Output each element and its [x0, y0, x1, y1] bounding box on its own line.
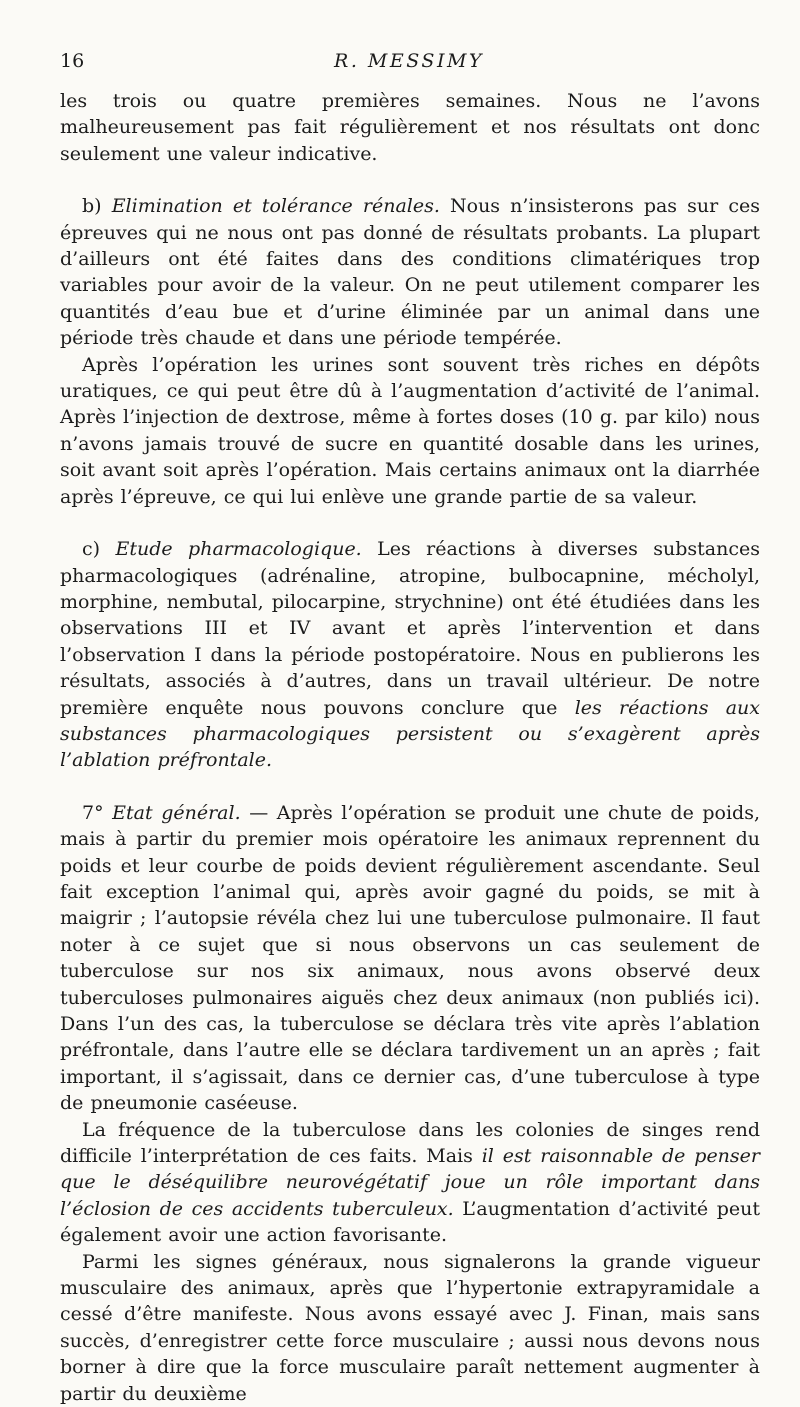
section-title: Etude pharmacologique.: [115, 538, 362, 561]
page-number: 16: [60, 50, 85, 72]
paragraph-etude-pharmacologique: [60, 536, 760, 774]
paragraph-signes-generaux: Parmi les signes généraux, nous signalerons la grande vigueur musculaire des animaux, après que l’hypertonie extrapyramidale a cessé d’être manifeste. Nous avons essayé avec J. Finan, mais sans succès, d’enregistrer cette force musculaire ; aussi nous devons nous borner à dire que la force musculaire paraît nettement augmenter à partir du deuxième: [60, 1250, 760, 1405]
emphasis-text: les réactions aux substances pharmacologiques persistent ou s’exagèrent après l’ablation préfrontale.: [60, 696, 761, 772]
paragraph-text: Nous n’insisterons pas sur ces épreuves qui ne nous ont pas donné de résultats probants. La plupart d’ailleurs ont été faites dans des conditions climatériques trop variables pour avoir de la valeur. On ne peut utilement comparer les quantités d’eau bue et d’urine éliminée par un animal dans une période très chaude et dans une période tempérée.: [60, 195, 760, 350]
section-label: 7°: [82, 801, 104, 824]
section-title: Elimination et tolérance rénales.: [111, 195, 440, 218]
paragraph-text: Les réactions à diverses substances pharmacologiques (adrénaline, atropine, bulbocapnine, mécholyl, morphine, nembutal, pilocarpine, strychnine) ont été étudiées dans les observations III et IV avant et après l’intervention et dans l’observation I dans la période postopératoire. Nous en publierons les résultats, associés à d’autres, dans un travail ultérieur. De notre première enquête nous pouvons conclure que: [60, 538, 760, 719]
paragraph-text: L’augmentation d’activité peut également avoir une action favorisante.: [60, 1197, 760, 1247]
paragraph-elimination-renale: [60, 193, 760, 351]
page-header: [60, 50, 758, 76]
body-text: [60, 88, 760, 1407]
paragraph-etat-general: [60, 800, 760, 1117]
paragraph-urines: Après l’opération les urines sont souvent très riches en dépôts uratiques, ce qui peut être dû à l’augmentation d’activité de l’animal. Après l’injection de dextrose, même à fortes doses (10 g. par kilo) nous n’avons jamais trouvé de sucre en quantité dosable dans les urines, soit avant soit après l’opération. Mais certains animaux ont la diarrhée après l’épreuve, ce qui lui enlève une grande partie de sa valeur.: [60, 353, 760, 508]
emphasis-text: il est raisonnable de penser que le déséquilibre neurovégétatif joue un rôle important dans l’éclosion de ces accidents tuberculeux.: [60, 1145, 760, 1220]
paragraph-tuberculose: [60, 1117, 760, 1249]
paragraph-continuation: les trois ou quatre premières semaines. Nous ne l’avons malheureusement pas fait régulièrement et nos résultats ont donc seulement une valeur indicative.: [60, 90, 760, 165]
paragraph-text: La fréquence de la tuberculose dans les colonies de singes rend difficile l’interprétation de ces faits. Mais: [60, 1118, 760, 1168]
running-head: R. MESSIMY: [334, 50, 484, 72]
paragraph-text: — Après l’opération se produit une chute de poids, mais à partir du premier mois opératoire les animaux reprennent du poids et leur courbe de poids devient régulièrement ascendante. Seul fait exception l’animal qui, après avoir gagné du poids, se mit à maigrir ; l’autopsie révéla chez lui une tuberculose pulmonaire. Il faut noter à ce sujet que si nous observons un cas seulement de tuberculose sur nos six animaux, nous avons observé deux tuberculoses pulmonaires aiguës chez deux animaux (non publiés ici). Dans l’un des cas, la tuberculose se déclara très vite après l’ablation préfrontale, dans l’autre elle se déclara tardivement un an après ; fait important, il s’agissait, dans ce dernier cas, d’une tuberculose à type de pneumonie caséeuse.: [60, 801, 761, 1115]
section-label: c): [82, 538, 101, 561]
section-label: b): [82, 195, 102, 218]
section-title: Etat général.: [112, 801, 241, 824]
